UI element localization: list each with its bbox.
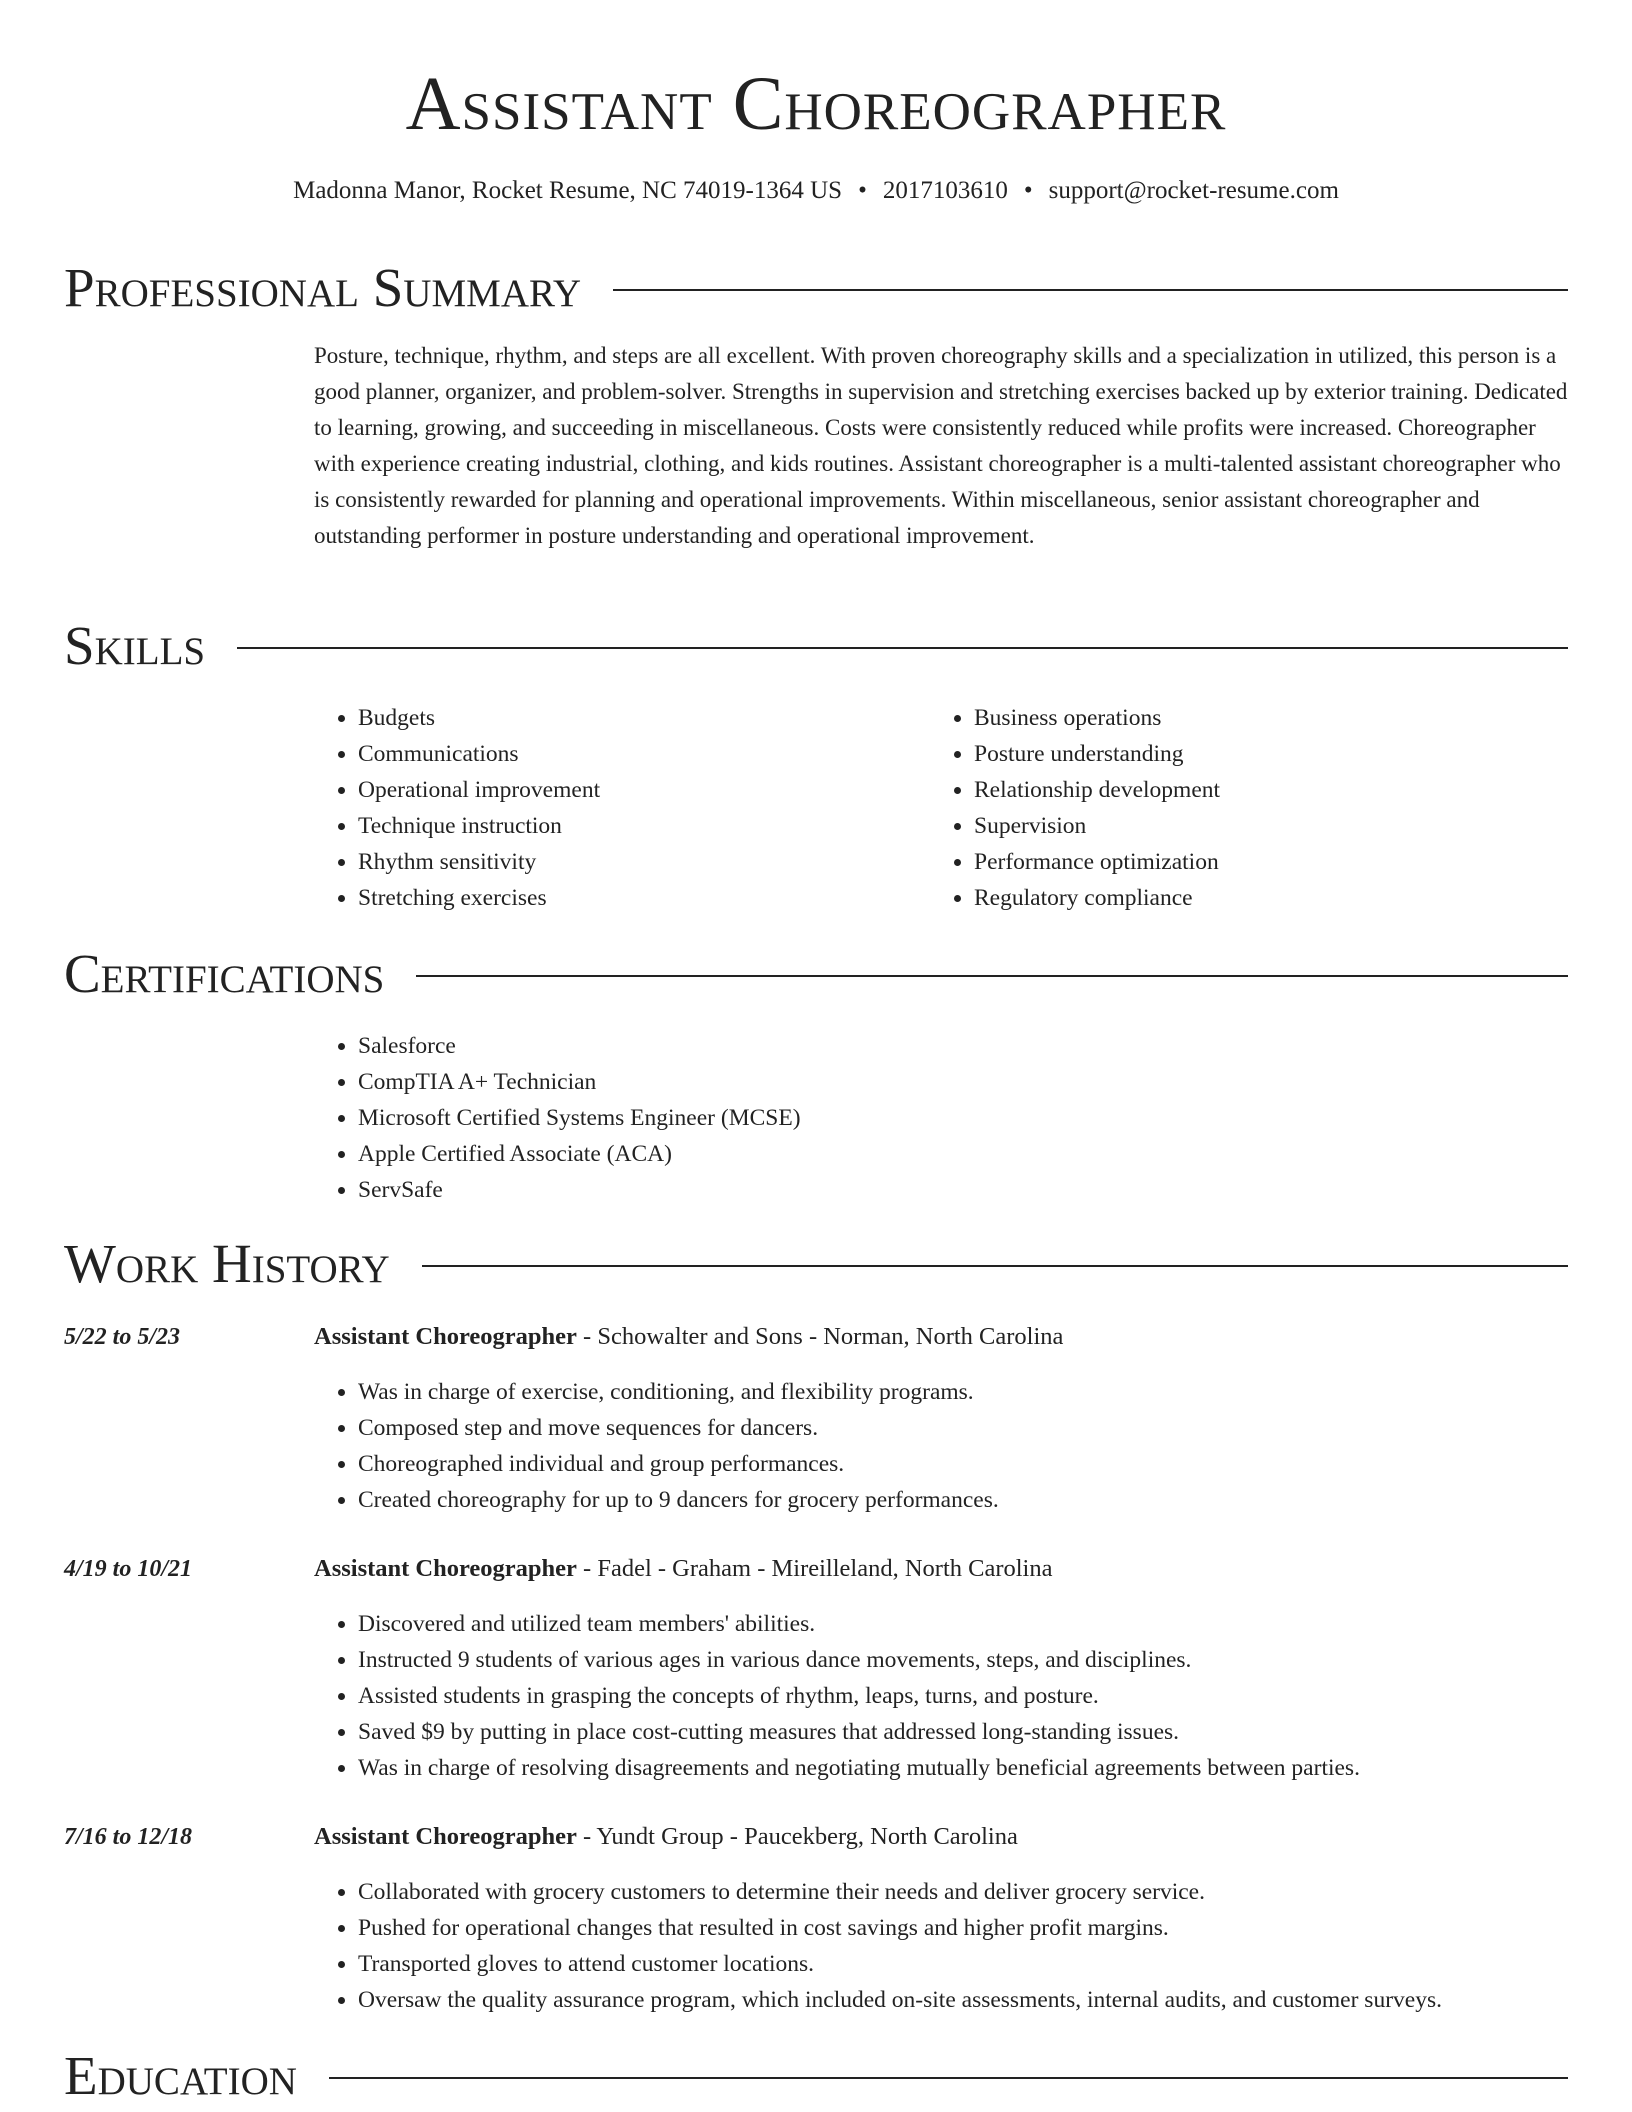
job-bullets	[314, 1874, 1568, 2018]
skill-item: • Technique instruction	[358, 808, 600, 844]
certifications-block	[314, 1028, 801, 1208]
skills-list-left	[314, 700, 600, 916]
contact-line	[0, 174, 1632, 208]
contact-separator: •	[1023, 177, 1033, 204]
job-dates: 4/19 to 10/21	[64, 1556, 193, 1582]
section-divider	[613, 289, 1568, 291]
skills-section-header	[64, 616, 1568, 676]
summary-section-header	[64, 258, 1568, 318]
skill-item: • Supervision	[974, 808, 1220, 844]
contact-separator: •	[858, 177, 867, 204]
job-role: Assistant Choreographer	[314, 1555, 577, 1582]
skill-item: • Posture understanding	[974, 736, 1220, 772]
skill-item: • Operational improvement	[358, 772, 600, 808]
candidate-name: Assistant Choreographer	[405, 62, 1227, 146]
job-bullet: • Collaborated with grocery customers to determine their needs and deliver grocery service.	[358, 1874, 1568, 1910]
skill-item: • Stretching exercises	[358, 880, 600, 916]
job-dates: 7/16 to 12/18	[64, 1824, 193, 1850]
education-heading: Education	[64, 2045, 297, 2106]
job-bullet: • Oversaw the quality assurance program, which included on-site assessments, internal audits, and customer surveys.	[358, 1982, 1568, 2018]
job-role: Assistant Choreographer	[314, 1823, 577, 1850]
skills-column-right	[930, 700, 1220, 916]
skill-item: • Business operations	[974, 700, 1220, 736]
contact-address: Madonna Manor, Rocket Resume, NC 74019-1364 US	[293, 177, 843, 204]
summary-heading: Professional Summary	[64, 257, 582, 318]
job-title-line	[314, 1320, 1063, 1354]
job-bullet-list	[314, 1374, 1568, 1518]
certifications-section-header	[64, 944, 1568, 1004]
job-employer-location: - Fadel - Graham - Mireilleland, North Carolina	[576, 1555, 1053, 1582]
contact-phone: 2017103610	[882, 177, 1008, 204]
job-employer-location: - Schowalter and Sons - Norman, North Carolina	[576, 1323, 1064, 1350]
skill-item: • Performance optimization	[974, 844, 1220, 880]
skill-item: • Regulatory compliance	[974, 880, 1220, 916]
job-bullet: • Choreographed individual and group performances.	[358, 1446, 1568, 1482]
work-history-heading: Work History	[64, 1233, 390, 1294]
certification-item: • ServSafe	[358, 1172, 801, 1208]
job-bullet: • Created choreography for up to 9 dancers for grocery performances.	[358, 1482, 1568, 1518]
job-bullet: • Saved $9 by putting in place cost-cutting measures that addressed long-standing issues.	[358, 1714, 1568, 1750]
job-bullet: • Composed step and move sequences for dancers.	[358, 1410, 1568, 1446]
contact-email: support@rocket-resume.com	[1048, 177, 1339, 204]
job-bullet-list	[314, 1874, 1568, 2018]
job-bullet: • Discovered and utilized team members' abilities.	[358, 1606, 1568, 1642]
job-bullet: • Was in charge of exercise, conditioning, and flexibility programs.	[358, 1374, 1568, 1410]
skill-item: • Relationship development	[974, 772, 1220, 808]
certification-item: • Microsoft Certified Systems Engineer (MCSE)	[358, 1100, 801, 1136]
certification-item: • Salesforce	[358, 1028, 801, 1064]
job-bullet: • Assisted students in grasping the concepts of rhythm, leaps, turns, and posture.	[358, 1678, 1568, 1714]
certifications-list	[314, 1028, 801, 1208]
certification-item: • CompTIA A+ Technician	[358, 1064, 801, 1100]
job-bullet: • Was in charge of resolving disagreements and negotiating mutually beneficial agreements between parties.	[358, 1750, 1568, 1786]
section-divider	[422, 1265, 1568, 1267]
job-bullet: • Transported gloves to attend customer locations.	[358, 1946, 1568, 1982]
job-title-line	[314, 1552, 1052, 1586]
skill-item: • Rhythm sensitivity	[358, 844, 600, 880]
education-section-header	[64, 2046, 1568, 2106]
job-bullet: • Pushed for operational changes that resulted in cost savings and higher profit margins.	[358, 1910, 1568, 1946]
job-role: Assistant Choreographer	[314, 1323, 577, 1350]
job-bullets	[314, 1374, 1568, 1518]
certification-item: • Apple Certified Associate (ACA)	[358, 1136, 801, 1172]
job-bullets	[314, 1606, 1568, 1786]
section-divider	[237, 647, 1568, 649]
skills-column-left	[314, 700, 600, 916]
skills-heading: Skills	[64, 615, 206, 676]
section-divider	[416, 975, 1568, 977]
job-bullet-list	[314, 1606, 1568, 1786]
skill-item: • Budgets	[358, 700, 600, 736]
summary-text: Posture, technique, rhythm, and steps are all excellent. With proven choreography skills and a specialization in utilized, this person is a good planner, organizer, and problem-solver. Strengths in supervision and stretching exercises backed up by exterior training. Dedicated to learning, growing, and succeeding in miscellaneous. Costs were consistently reduced while profits were increased. Choreographer with experience creating industrial, clothing, and kids routines. Assistant choreographer is a multi-talented assistant choreographer who is consistently rewarded for planning and operational improvements. Within miscellaneous, senior assistant choreographer and outstanding performer in posture understanding and operational improvement.	[314, 343, 1568, 548]
skill-item: • Communications	[358, 736, 600, 772]
section-divider	[329, 2077, 1568, 2079]
job-title-line	[314, 1820, 1018, 1854]
job-bullet: • Instructed 9 students of various ages in various dance movements, steps, and disciplines.	[358, 1642, 1568, 1678]
job-employer-location: - Yundt Group - Paucekberg, North Carolina	[576, 1823, 1018, 1850]
work-history-section-header	[64, 1234, 1568, 1294]
certifications-heading: Certifications	[64, 943, 385, 1004]
job-dates: 5/22 to 5/23	[64, 1324, 181, 1350]
skills-list-right	[930, 700, 1220, 916]
